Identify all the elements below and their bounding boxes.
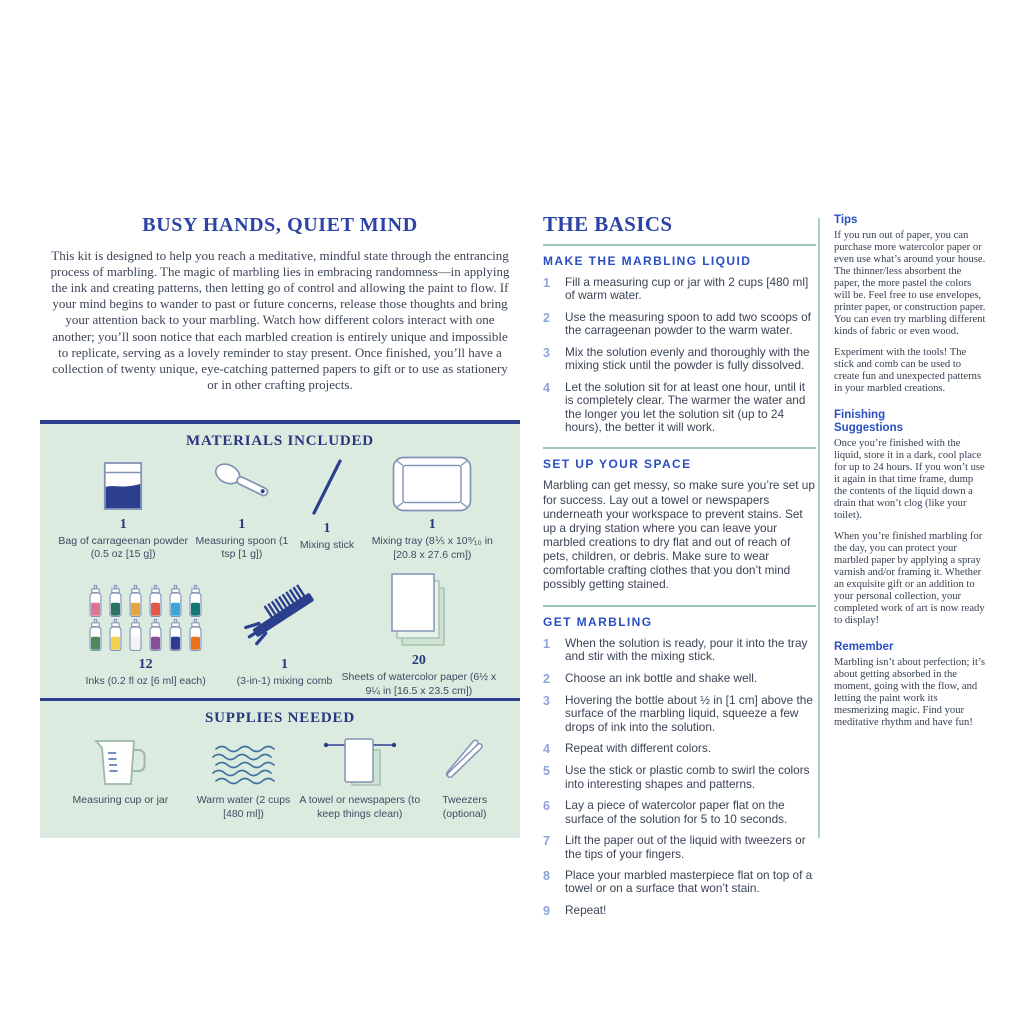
material-label: Bag of carrageenan powder (0.5 oz [15 g]) bbox=[58, 534, 188, 561]
step-text: Fill a measuring cup or jar with 2 cups [480 ml] of warm water. bbox=[565, 275, 809, 303]
material-item-paper bbox=[334, 572, 504, 698]
material-item-carrageenan bbox=[56, 456, 190, 562]
step-number: 3 bbox=[543, 693, 550, 708]
step-text: Repeat! bbox=[565, 902, 607, 917]
supply-item-water bbox=[189, 736, 298, 821]
step-item bbox=[543, 276, 816, 303]
material-label: Mixing tray (8⅕ x 10⁹⁄₁₀ in [20.8 x 27.6 cm]) bbox=[371, 535, 493, 561]
material-qty: 20 bbox=[411, 653, 426, 668]
step-number: 8 bbox=[543, 868, 550, 883]
step-number: 2 bbox=[543, 310, 550, 325]
finishing-heading: Finishing Suggestions bbox=[834, 408, 904, 435]
make-liquid-steps bbox=[543, 276, 816, 434]
material-label: Sheets of watercolor paper (6½ x 9¼ in [16.5 x 23.5 cm]) bbox=[341, 671, 497, 697]
step-number: 1 bbox=[543, 276, 550, 290]
remember-section bbox=[834, 641, 988, 729]
material-item-inks bbox=[56, 572, 235, 698]
step-text: Mix the solution evenly and thoroughly with the mixing stick until the powder is fully dissolved. bbox=[565, 344, 810, 373]
material-qty: 1 bbox=[323, 521, 331, 536]
finishing-paragraph: Once you’re finished with the liquid, store it in a dark, cool place for up to 24 hours. If you won’t use it again in that time frame, dump the contents of the liquid down a drain that won’t clog (like your toilet). bbox=[834, 438, 985, 522]
step-number: 4 bbox=[543, 742, 550, 757]
ink-bottle-icon bbox=[87, 584, 104, 618]
material-item-tray bbox=[361, 456, 504, 562]
step-item bbox=[543, 834, 816, 861]
material-qty: 1 bbox=[428, 517, 436, 532]
finishing-paragraph: When you’re finished marbling for the day, you can protect your marbled paper by applying a spray varnish and/or framing it. Whether an exquisite gift or an addition to your personal collection, your completed work of art is now ready to display! bbox=[834, 531, 985, 626]
material-item-comb bbox=[235, 572, 334, 698]
step-text: When the solution is ready, pour it into the tray and stir with the mixing stick. bbox=[565, 635, 808, 664]
section-rule bbox=[543, 447, 816, 449]
intro-paragraph: This kit is designed to help you reach a meditative, mindful state through the entrancing process of marbling. The magic of marbling lies in embracing randomness—in applying the ink and creating patterns, then letting go of control and allowing the paint to flow. If your mind begins to wander to past or future concerns, release those thoughts and bring your attention back to your marbling. Watch how different colors interact with one another; you’ll soon notice that each marbled creation is entirely unique and impossible to replicate, serving as a lovely reminder to stay present. Once finished, you’ll have a collection of twenty unique, eye-catching patterned papers to gift or to use as stationery or in other crafting projects. bbox=[50, 248, 510, 392]
step-number: 4 bbox=[543, 380, 550, 395]
material-item-spoon bbox=[190, 456, 293, 562]
material-qty: 1 bbox=[238, 516, 246, 532]
step-text: Use the measuring spoon to add two scoops of the carrageenan powder to the warm water. bbox=[565, 309, 811, 338]
ink-bottle-icon bbox=[167, 618, 184, 652]
section-rule bbox=[543, 605, 816, 607]
material-qty: 1 bbox=[280, 657, 288, 672]
ink-bottle-icon bbox=[127, 618, 144, 652]
step-text: Hovering the bottle about ½ in [1 cm] above the surface of the marbling liquid, squeeze a few drops of ink into the solution. bbox=[565, 692, 813, 734]
supply-label: Tweezers (optional) bbox=[442, 794, 488, 820]
ink-bottle-icon bbox=[107, 584, 124, 618]
ink-bottle-icon bbox=[87, 618, 104, 652]
step-text: Place your marbled masterpiece flat on top of a towel or on a surface that won’t stain. bbox=[565, 867, 813, 896]
step-number: 7 bbox=[543, 834, 550, 849]
mixing-comb-icon bbox=[242, 572, 326, 652]
supplies-row bbox=[40, 727, 520, 821]
step-item bbox=[543, 799, 816, 826]
material-qty: 12 bbox=[138, 657, 153, 672]
step-number: 2 bbox=[543, 671, 550, 686]
measuring-spoon-icon bbox=[207, 456, 277, 512]
setup-heading: SET UP YOUR SPACE bbox=[543, 457, 692, 472]
ink-bottles-icon bbox=[85, 572, 207, 652]
materials-row-1 bbox=[40, 450, 520, 562]
step-number: 1 bbox=[543, 636, 550, 651]
warm-water-icon bbox=[210, 736, 278, 788]
supply-label: A towel or newspapers (to keep things clean) bbox=[299, 794, 421, 820]
basics-title: THE BASICS bbox=[543, 212, 673, 236]
supply-label: Measuring cup or jar bbox=[72, 794, 169, 806]
ink-bottle-icon bbox=[147, 584, 164, 618]
remember-heading: Remember bbox=[834, 640, 894, 653]
supply-item-towel bbox=[298, 736, 421, 821]
step-item bbox=[543, 904, 816, 918]
step-text: Lift the paper out of the liquid with tweezers or the tips of your fingers. bbox=[565, 833, 806, 861]
ink-bottle-icon bbox=[127, 584, 144, 618]
setup-paragraph: Marbling can get messy, so make sure you’re set up for success. Lay out a towel or newspapers underneath your workspace to prevent stains. Set up a drying station where you can leave your marbled creations to dry flat and out of reach of pets, children, or debris. Make sure to wear comfortable crafting clothes that you don’t mind possibly getting stained. bbox=[543, 478, 815, 592]
carrageenan-bag-icon bbox=[100, 456, 146, 512]
ink-bottle-icon bbox=[107, 618, 124, 652]
material-label: Measuring spoon (1 tsp [1 g]) bbox=[195, 534, 289, 561]
ink-bottle-icon bbox=[147, 618, 164, 652]
step-item bbox=[543, 637, 816, 664]
tips-paragraph: Experiment with the tools! The stick and comb can be used to create fun and unexpected patterns in your marbled creations. bbox=[834, 346, 982, 394]
material-label: Mixing stick bbox=[299, 539, 355, 551]
step-text: Repeat with different colors. bbox=[565, 741, 712, 756]
towel-icon bbox=[320, 736, 400, 788]
step-item bbox=[543, 869, 816, 896]
watercolor-paper-icon bbox=[389, 572, 449, 648]
step-item bbox=[543, 311, 816, 338]
step-number: 5 bbox=[543, 764, 550, 779]
sidebar-divider bbox=[818, 218, 820, 838]
step-text: Lay a piece of watercolor paper flat on the surface of the solution for 5 to 10 seconds. bbox=[565, 798, 788, 826]
supply-item-cup bbox=[52, 736, 189, 821]
measuring-cup-icon bbox=[87, 736, 153, 788]
ink-bottle-icon bbox=[167, 584, 184, 618]
step-item bbox=[543, 742, 816, 756]
step-number: 9 bbox=[543, 903, 550, 918]
section-rule bbox=[543, 244, 816, 246]
step-item bbox=[543, 346, 816, 373]
supply-label: Warm water (2 cups [480 ml]) bbox=[196, 794, 291, 820]
remember-paragraph: Marbling isn’t about perfection; it’s about getting absorbed in the moment, going with the flow, and letting the paint work its mesmerizing magic. Find your meditative rhythm and have fun! bbox=[834, 657, 986, 728]
sidebar bbox=[834, 214, 988, 743]
step-item bbox=[543, 764, 816, 791]
finishing-section bbox=[834, 409, 988, 627]
make-liquid-heading: MAKE THE MARBLING LIQUID bbox=[543, 254, 752, 268]
step-text: Use the stick or plastic comb to swirl the colors into interesting shapes and patterns. bbox=[565, 763, 810, 791]
materials-row-2 bbox=[40, 562, 520, 698]
get-marbling-heading: GET MARBLING bbox=[543, 614, 653, 629]
tips-paragraph: If you run out of paper, you can purchase more watercolor paper or even use what’s around your house. The thinner/less absorbent the paper, the more pastel the colors will be. Feel free to use envelopes, printer paper, or construction paper. You can even try marbling different kinds of fabric or even wood. bbox=[834, 230, 986, 337]
mixing-tray-icon bbox=[392, 456, 472, 512]
tips-heading: Tips bbox=[834, 214, 858, 226]
get-marbling-steps bbox=[543, 637, 816, 918]
step-text: Let the solution sit for at least one hour, until it is completely clear. The warmer the water and the longer you let the solution sit (up to 24 hours), the better it will work. bbox=[565, 379, 806, 434]
step-text: Choose an ink bottle and shake well. bbox=[565, 670, 758, 685]
material-label: Inks (0.2 fl oz [6 ml] each) bbox=[85, 675, 206, 687]
supplies-title: SUPPLIES NEEDED bbox=[205, 710, 355, 726]
ink-bottle-icon bbox=[187, 618, 204, 652]
step-item bbox=[543, 381, 816, 435]
materials-box bbox=[40, 420, 520, 838]
page-title: BUSY HANDS, QUIET MIND bbox=[142, 214, 418, 236]
supply-item-tweezers bbox=[421, 736, 508, 821]
ink-bottle-grid bbox=[85, 584, 207, 652]
step-item bbox=[543, 672, 816, 686]
intro-section bbox=[40, 214, 520, 393]
material-label: (3-in-1) mixing comb bbox=[236, 675, 333, 687]
mixing-stick-icon bbox=[305, 456, 349, 516]
step-number: 3 bbox=[543, 345, 550, 360]
tweezers-icon bbox=[439, 736, 491, 788]
ink-bottle-icon bbox=[187, 584, 204, 618]
step-number: 6 bbox=[543, 799, 550, 814]
material-qty: 1 bbox=[119, 516, 127, 532]
step-item bbox=[543, 694, 816, 734]
material-item-stick bbox=[293, 456, 360, 562]
tips-section bbox=[834, 214, 988, 395]
basics-section bbox=[543, 212, 816, 918]
materials-title: MATERIALS INCLUDED bbox=[186, 433, 374, 449]
